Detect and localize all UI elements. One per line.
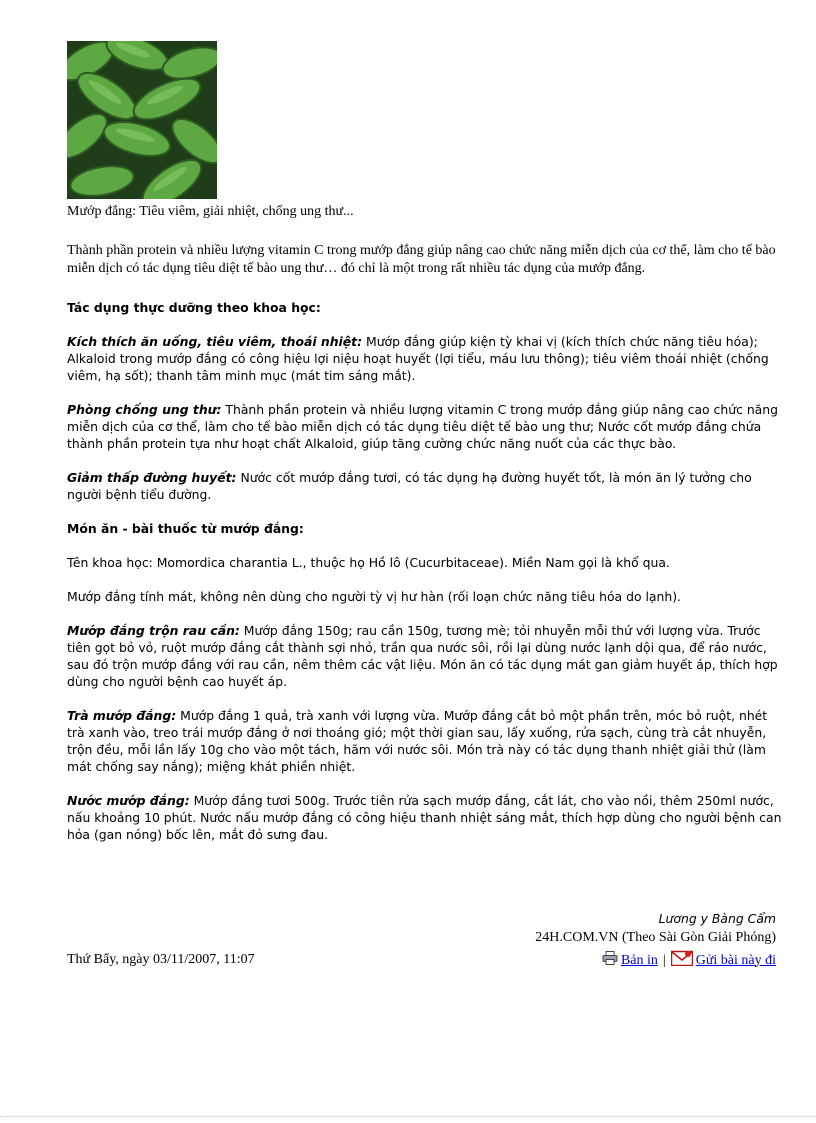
printer-icon[interactable] xyxy=(602,951,618,970)
plain-paragraph: Tên khoa học: Momordica charantia L., thuộc họ Hồ lô (Cucurbitaceae). Miền Nam gọi là khổ qua. xyxy=(67,555,670,570)
article-source: 24H.COM.VN (Theo Sài Gòn Giải Phóng) xyxy=(535,930,776,945)
photo-caption: Mướp đắng: Tiêu viêm, giải nhiệt, chống ung thư... xyxy=(67,204,354,219)
article-body xyxy=(67,299,783,843)
bitter-melon-image xyxy=(67,41,217,199)
bitter-melon-photo xyxy=(67,41,217,199)
recipe-text: Mướp đắng 150g; rau cần 150g, tương mè; tỏi nhuyễn mỗi thứ với lượng vừa. Trước tiên gọt bỏ vỏ, ruột mướp đắng cắt thành sợi nhỏ, trần qua nước sôi, rồi lại dùng nước lạnh dội qua, để ráo nước, sau đó trộn mướp đắng với rau cần, nêm thêm các vật liệu. Món ăn có tác dụng mát gan giảm huyết áp, thích hợp dùng cho người bệnh cao huyết áp. xyxy=(67,623,778,689)
effect-lead: Phòng chống ung thư: xyxy=(67,402,222,417)
intro-paragraph: Thành phần protein và nhiều lượng vitamin C trong mướp đắng giúp nâng cao chức năng miễn dịch của cơ thể, làm cho tế bào miễn dịch có tác dụng tiêu diệt tế bào ung thư… đó chỉ là một trong rất nhiều tác dụng của mướp đắng. xyxy=(67,243,776,276)
actions-separator: | xyxy=(662,952,666,968)
publish-date: Thứ Bẩy, ngày 03/11/2007, 11:07 xyxy=(67,952,255,967)
recipe-lead: Nước mướp đắng: xyxy=(67,793,190,808)
recipe-paragraph xyxy=(67,792,783,843)
effect-paragraph xyxy=(67,469,783,503)
recipe-paragraph xyxy=(67,707,783,775)
effect-lead: Giảm thấp đường huyết: xyxy=(67,470,237,485)
section-title-effects: Tác dụng thực dưỡng theo khoa học: xyxy=(67,300,321,315)
article-author: Lương y Bàng Cẩm xyxy=(658,911,776,926)
recipe-paragraph xyxy=(67,622,783,690)
effect-paragraph xyxy=(67,333,783,384)
effect-text: Nước cốt mướp đắng tươi, có tác dụng hạ đường huyết tốt, là món ăn lý tưởng cho người bệnh tiểu đường. xyxy=(67,470,752,502)
effect-text: Thành phần protein và nhiều lượng vitamin C trong mướp đắng giúp nâng cao chức năng miễn dịch của cơ thể, làm cho tế bào miễn dịch có tác dụng tiêu diệt tế bào ung thư; Nước cốt mướp đắng chứa thành phần protein tựa như hoạt chất Alkaloid, giúp tăng cường chức năng nuốt của các thực bào. xyxy=(67,402,778,451)
effect-text: Mướp đắng giúp kiện tỳ khai vị (kích thích chức năng tiêu hóa); Alkaloid trong mướp đắng có công hiệu lợi niệu hoạt huyết (lợi tiểu, máu lưu thông); tiêu viêm thoái nhiệt (chống viêm, hạ sốt); thanh tâm minh mục (mát tim sáng mắt). xyxy=(67,334,769,383)
send-article-link[interactable]: Gửi bài này đi xyxy=(695,952,776,968)
article-actions xyxy=(602,950,776,971)
effect-paragraph xyxy=(67,401,783,452)
recipe-lead: Trà mướp đắng: xyxy=(67,708,177,723)
envelope-icon[interactable] xyxy=(671,950,693,971)
bottom-divider xyxy=(0,1116,816,1117)
effect-lead: Kích thích ăn uống, tiêu viêm, thoái nhiệt: xyxy=(67,334,363,349)
print-link[interactable]: Bản in xyxy=(620,952,658,968)
plain-paragraph: Mướp đắng tính mát, không nên dùng cho người tỳ vị hư hàn (rối loạn chức năng tiêu hóa do lạnh). xyxy=(67,589,681,604)
recipe-text: Mướp đắng tươi 500g. Trước tiên rửa sạch mướp đắng, cắt lát, cho vào nồi, thêm 250ml nước, nấu khoảng 10 phút. Nước nấu mướp đắng có công hiệu thanh nhiệt sáng mắt, thích hợp dùng cho người bệnh can hỏa (gan nóng) bốc lên, mắt đỏ sưng đau. xyxy=(67,793,782,842)
section-title-recipes: Món ăn - bài thuốc từ mướp đắng: xyxy=(67,521,304,536)
recipe-lead: Mướp đắng trộn rau cần: xyxy=(67,623,240,638)
recipe-text: Mướp đắng 1 quả, trà xanh với lượng vừa. Mướp đắng cắt bỏ một phần trên, móc bỏ ruột, nhét trà xanh vào, treo trái mướp đắng ở nơi thoáng gió; một thời gian sau, lấy xuống, rửa sạch, cùng trà cắt nhuyễn, trộn đều, mỗi lần lấy 10g cho vào một tách, hãm với nước sôi. Món trà này có tác dụng thanh nhiệt giải thử (làm mát chống say nắng); miệng khát phiền nhiệt. xyxy=(67,708,768,774)
